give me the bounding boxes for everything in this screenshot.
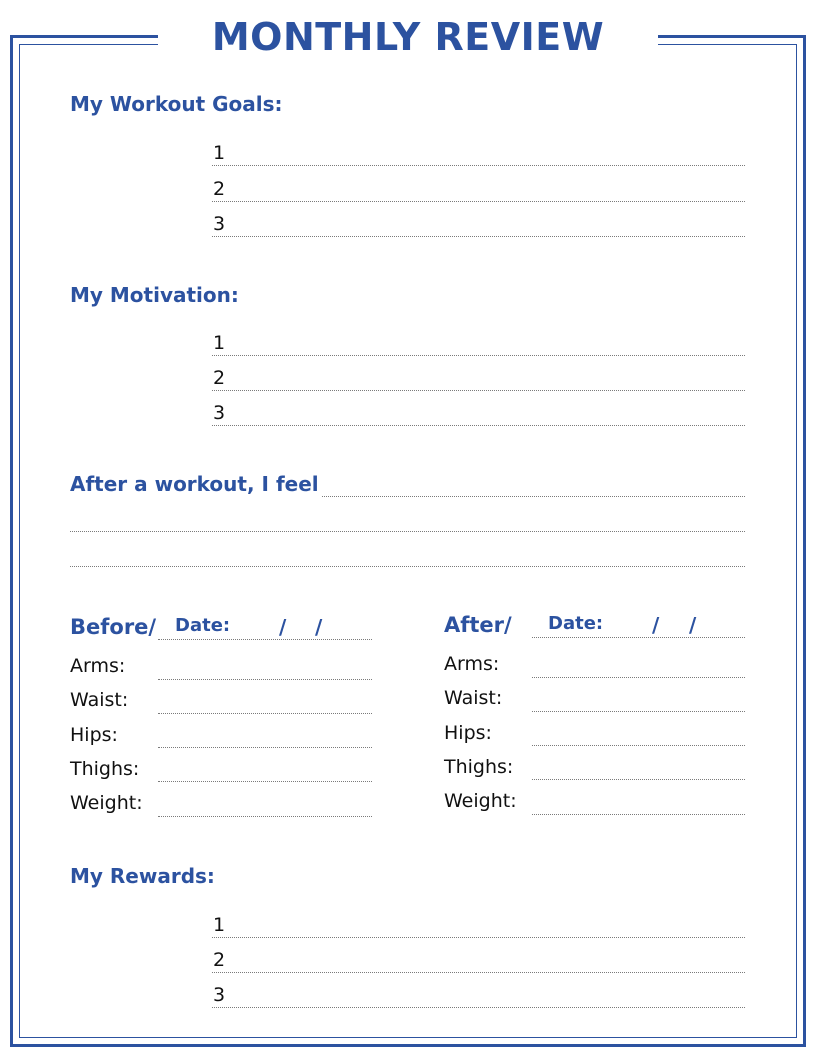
line-number: 2 [213,178,226,200]
reward-line[interactable] [212,910,745,938]
before-heading: Before/ [70,615,157,639]
after-date-field[interactable] [532,637,745,638]
after-thighs-label: Thighs: [444,756,514,778]
line-number: 1 [213,142,226,164]
feeling-line[interactable] [70,566,745,567]
before-date-slash: / [279,615,287,639]
after-thighs-field[interactable] [532,779,745,780]
feeling-line[interactable] [322,496,745,497]
after-heading: After/ [444,613,512,637]
rewards-heading: My Rewards: [70,864,215,888]
after-arms-field[interactable] [532,677,745,678]
motivation-line[interactable] [212,328,745,356]
after-waist-field[interactable] [532,711,745,712]
after-workout-heading: After a workout, I feel [70,472,319,496]
before-waist-field[interactable] [158,713,372,714]
before-thighs-field[interactable] [158,781,372,782]
before-hips-field[interactable] [158,747,372,748]
workout-goal-line[interactable] [212,174,745,202]
line-number: 1 [213,914,226,936]
after-waist-label: Waist: [444,687,503,709]
line-number: 1 [213,332,226,354]
after-hips-label: Hips: [444,722,492,744]
after-date-label: Date: [548,613,604,634]
after-weight-label: Weight: [444,790,517,812]
workout-goals-heading: My Workout Goals: [70,92,283,116]
after-date-slash: / [652,613,660,637]
before-arms-label: Arms: [70,655,126,677]
line-number: 2 [213,949,226,971]
page-title: MONTHLY REVIEW [211,15,605,59]
after-arms-label: Arms: [444,653,500,675]
line-number: 3 [213,984,226,1006]
motivation-heading: My Motivation: [70,283,239,307]
motivation-line[interactable] [212,363,745,391]
before-weight-field[interactable] [158,816,372,817]
after-weight-field[interactable] [532,814,745,815]
before-thighs-label: Thighs: [70,758,140,780]
reward-line[interactable] [212,945,745,973]
before-date-label: Date: [175,615,231,636]
before-arms-field[interactable] [158,679,372,680]
line-number: 3 [213,213,226,235]
before-hips-label: Hips: [70,724,118,746]
reward-line[interactable] [212,980,745,1008]
before-weight-label: Weight: [70,792,143,814]
motivation-line[interactable] [212,398,745,426]
workout-goal-line[interactable] [212,138,745,166]
feeling-line[interactable] [70,531,745,532]
after-date-slash: / [689,613,697,637]
after-hips-field[interactable] [532,745,745,746]
workout-goal-line[interactable] [212,209,745,237]
before-date-field[interactable] [158,639,372,640]
line-number: 3 [213,402,226,424]
before-date-slash: / [315,615,323,639]
before-waist-label: Waist: [70,689,129,711]
line-number: 2 [213,367,226,389]
